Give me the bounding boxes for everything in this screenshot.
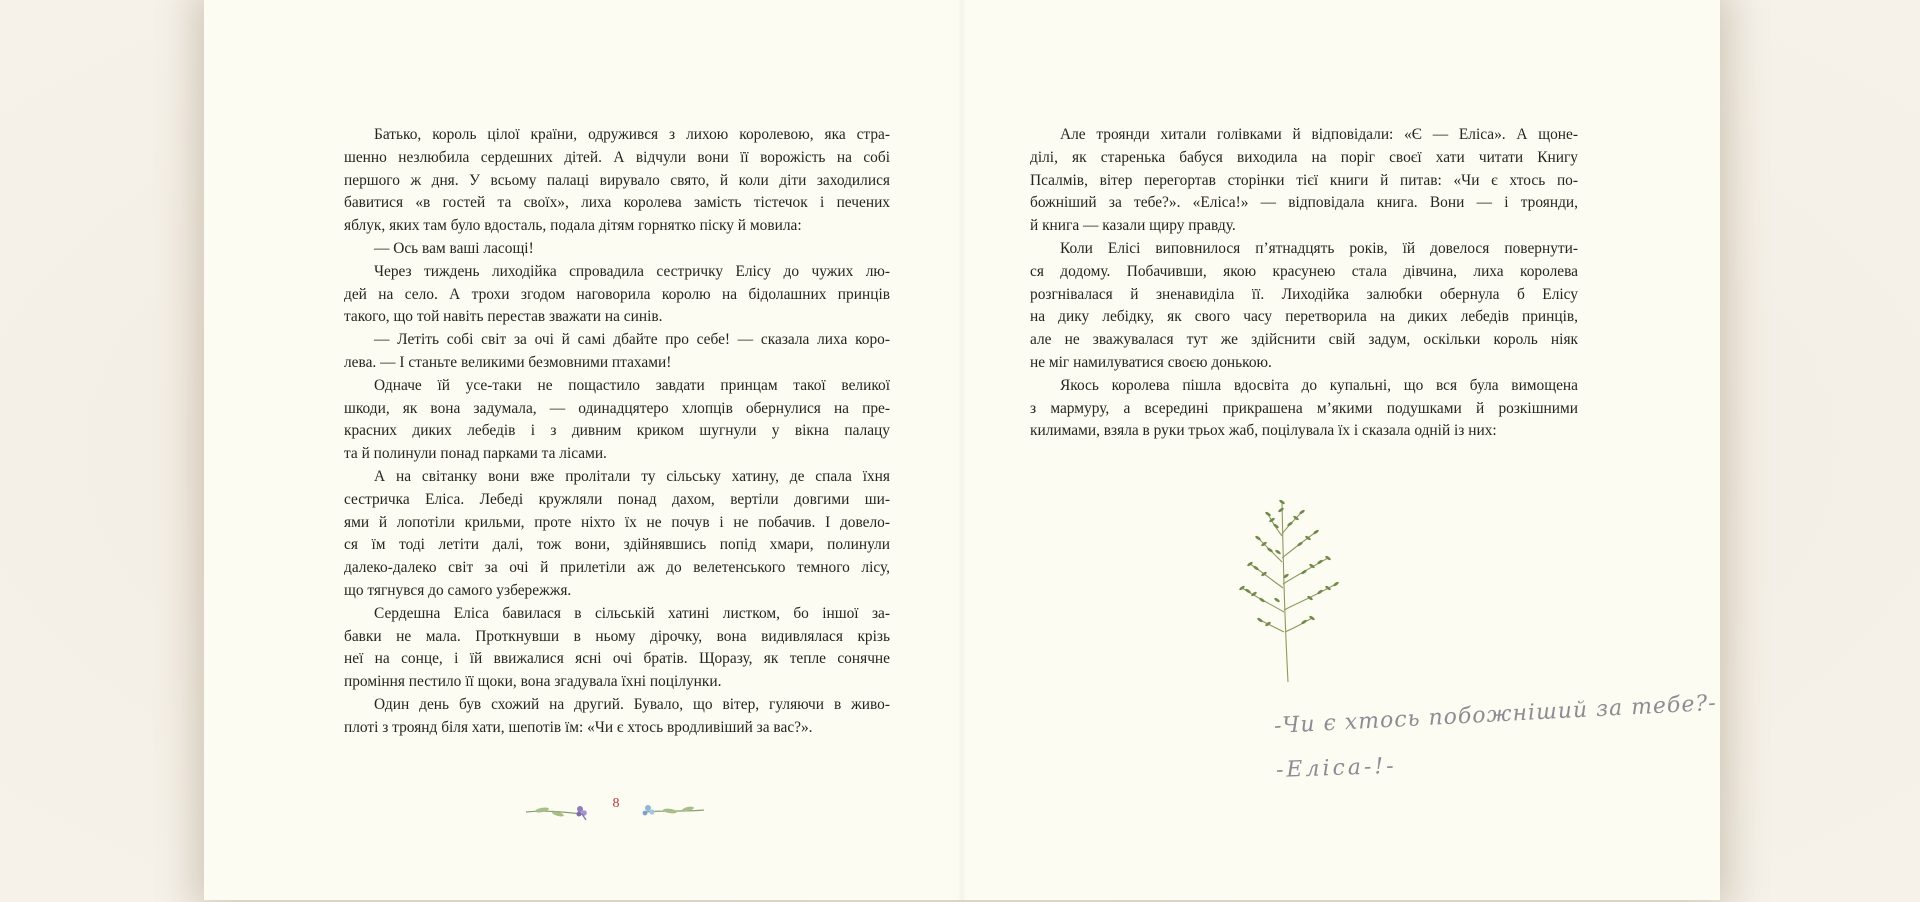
text-line: на дику лебідку, як свого часу перетворила на диких лебедів принців, bbox=[1030, 308, 1578, 326]
text-line: килимами, взяла в руки трьох жаб, поцілувала їх і сказала одній із них: bbox=[1030, 422, 1497, 440]
grass-seed bbox=[1333, 581, 1340, 587]
text-line: але не зважувалася тут же здійснити свій задум, оскільки король ніяк bbox=[1030, 331, 1578, 349]
grass-seed bbox=[1278, 507, 1285, 513]
left-page-text bbox=[344, 124, 890, 740]
text-line: далеко-далеко світ за очі й прилетіли аж до велетенського темного лісу, bbox=[344, 559, 890, 577]
text-line: та й полинули понад парками та лісами. bbox=[344, 445, 607, 463]
text-line: що тягнувся до самого узбережжя. bbox=[344, 581, 572, 599]
violet-sprig-icon bbox=[524, 800, 594, 822]
grass-seed bbox=[1309, 615, 1316, 621]
text-line: Псалмів, вітер перегортав сторінки тієї книги й питав: «Чи є хтось по- bbox=[1030, 171, 1578, 189]
text-line: Батько, король цілої країни, одружився з лихою королевою, яка стра- bbox=[374, 126, 890, 143]
grass-seed bbox=[1325, 555, 1332, 561]
handwritten-dialogue bbox=[1264, 680, 1784, 790]
right-page-text bbox=[1030, 124, 1578, 443]
handwritten-answer: -Еліса-!- bbox=[1275, 753, 1398, 783]
text-line: бавитися «в гостей та своїх», лиха королева замість тістечок і печених bbox=[344, 194, 890, 212]
text-line: красних диких лебедів і з дивним криком шугнули у вікна палацу bbox=[344, 422, 890, 440]
book-spread bbox=[204, 0, 1720, 900]
text-line: Але троянди хитали голівками й відповідали: «Є — Еліса». А щоне- bbox=[1060, 126, 1578, 143]
grass-seed bbox=[1265, 511, 1272, 517]
text-line: бавки не мала. Проткнувши в ньому дірочку, вона видивлялася крізь bbox=[344, 627, 890, 645]
page-folio bbox=[516, 796, 716, 826]
handwritten-question: -Чи є хтось побожніший за тебе?- bbox=[1273, 690, 1718, 739]
text-line: — Ось вам ваші ласощі! bbox=[374, 239, 534, 257]
page-number: 8 bbox=[612, 796, 620, 811]
text-line: Один день був схожий на другий. Бувало, що вітер, гуляючи в живо- bbox=[374, 695, 890, 713]
text-line: шкоди, як вона задумала, — одинадцятеро хлопців обернулися на пре- bbox=[344, 399, 890, 417]
text-line: дей на село. А трохи згодом наговорила королю на бідолашних принців bbox=[344, 285, 890, 303]
text-line: Коли Елісі виповнилося п’ятнадцять років, їй довелося повернути- bbox=[1060, 239, 1578, 257]
text-line: ями й лопотіли крильми, проте ніхто їх не почув і не побачив. І довело- bbox=[344, 513, 890, 531]
text-line: сестричка Еліса. Лебеді кружляли понад дахом, вертіли довгими ши- bbox=[344, 490, 890, 508]
grass-seed bbox=[1257, 617, 1264, 623]
text-line: першого ж дня. У всьому палаці вирувало свято, й коли діти заходилися bbox=[344, 171, 890, 189]
text-line: такого, що той навіть перестав зважати на синів. bbox=[344, 308, 663, 326]
text-line: Сердешна Еліса бавилася в сільській хатині листком, бо іншої за- bbox=[374, 604, 890, 622]
text-line: лева. — І станьте великими безмовними птахами! bbox=[344, 353, 672, 371]
grass-seed bbox=[1274, 597, 1281, 603]
text-line: проміння пестило її щоки, вона згадувала їхні поцілунки. bbox=[344, 673, 722, 691]
text-line: А на світанку вони вже пролітали ту сільську хатину, де спала їхня bbox=[374, 467, 890, 485]
text-line: й книга — казали щиру правду. bbox=[1030, 217, 1236, 235]
text-line: яблук, яких там було вдосталь, подала дітям горнятко піску й мовила: bbox=[344, 217, 802, 235]
text-line: божніший за тебе?». «Еліса!» — відповідала книга. Вони — і троянди, bbox=[1030, 194, 1578, 212]
text-line: Одначе їй усе-таки не пощастило завдати принцам такої великої bbox=[374, 376, 890, 394]
text-line: ся їм тоді летіти далі, тож вони, здійнявшись попід хмари, полинули bbox=[344, 536, 890, 554]
text-line: плоті з троянд біля хати, шепотів їм: «Чи є хтось вродливіший за вас?». bbox=[344, 718, 813, 736]
text-line: Якось королева пішла вдосвіта до купальні, що вся була вимощена bbox=[1060, 376, 1578, 394]
text-line: розгнівалася й зненавиділа її. Лиходійка залюбки обернула б Елісу bbox=[1030, 285, 1578, 303]
text-line: неї на сонце, і їй ввижалися ясні очі братів. Щоразу, як тепле сонячне bbox=[344, 650, 890, 668]
text-line: — Летіть собі світ за очі й самі дбайте про себе! — сказала лиха коро- bbox=[374, 331, 890, 349]
text-line: ся додому. Побачивши, якою красунею стала дівчина, лиха королева bbox=[1030, 262, 1578, 280]
text-line: з мармуру, а всередині прикрашена м’якими подушками й розкішними bbox=[1030, 399, 1578, 417]
text-line: ділі, як старенька бабуся виходила на поріг своєї хати читати Книгу bbox=[1030, 148, 1578, 166]
text-line: Через тиждень лиходійка спровадила сестричку Елісу до чужих лю- bbox=[374, 262, 890, 280]
text-line: шенно незлюбила сердешних дітей. А відчули вони її ворожість на собі bbox=[344, 148, 890, 166]
forget-me-not-sprig-icon bbox=[636, 800, 706, 822]
text-line: не міг намилуватися своєю донькою. bbox=[1030, 353, 1272, 371]
grass-seed bbox=[1275, 549, 1282, 555]
grass-sprig-illustration bbox=[1220, 492, 1356, 682]
grass-seed bbox=[1265, 621, 1272, 627]
